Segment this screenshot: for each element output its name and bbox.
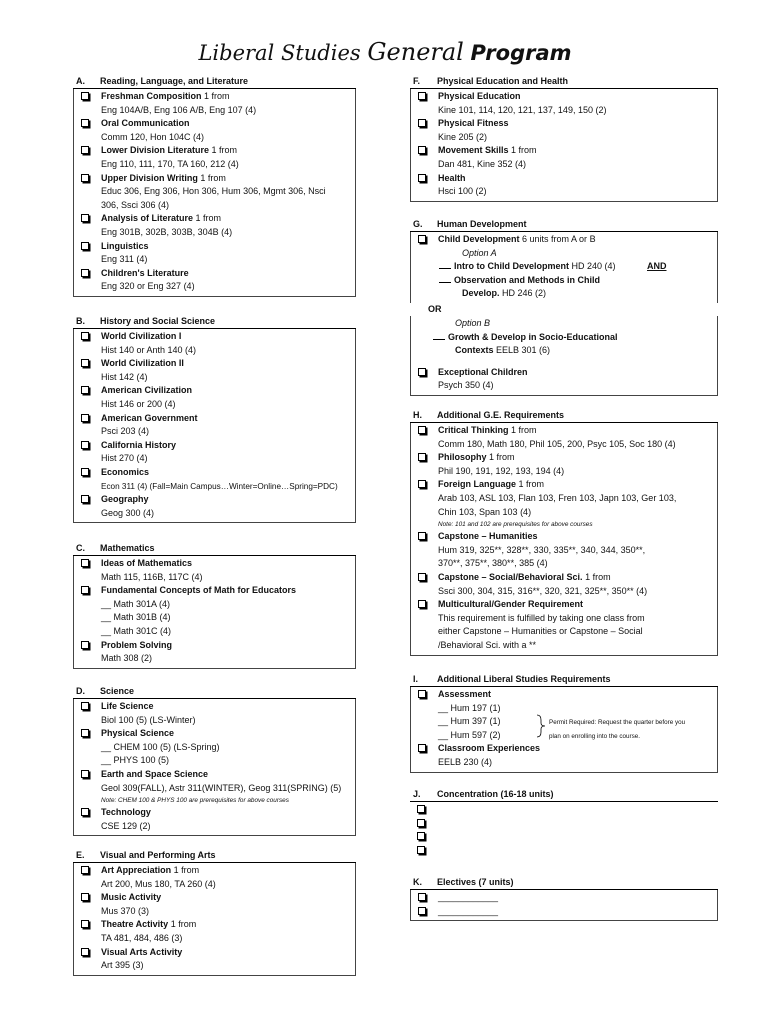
classroom-item <box>411 742 717 756</box>
item-name: Children's Literature <box>101 267 189 278</box>
item-detail: Art 200, Mus 180, TA 260 (4) <box>101 878 216 889</box>
hum-597-label: __ Hum 597 (2) <box>438 729 501 740</box>
section-f-items <box>410 89 718 202</box>
item-name: Economics <box>101 466 150 477</box>
item-suffix: 1 from <box>197 172 226 183</box>
course-item <box>74 768 355 782</box>
item-detail: Econ 311 (4) (Fall=Main Campus…Winter=Online…Spring=PDC) <box>101 481 338 491</box>
hum-397-label: __ Hum 397 (1) <box>438 716 501 727</box>
section-title: Concentration (16-18 units) <box>437 789 554 799</box>
item-suffix: 6 units from A <box>519 234 577 244</box>
section-h-note: Note: 101 and 102 are prerequisites for above courses <box>438 521 593 529</box>
item-detail: Eng 301B, 302B, 303B, 304B (4) <box>101 226 233 237</box>
item-code: HD 246 (2) <box>499 288 547 299</box>
section-letter: E. <box>76 850 85 860</box>
section-i <box>410 672 718 773</box>
course-item <box>74 212 355 226</box>
course-item <box>74 864 355 878</box>
section-j <box>410 787 718 859</box>
course-item <box>74 727 355 741</box>
item-detail: Eng 110, 111, 170, TA 160, 212 (4) <box>101 158 239 169</box>
item-name: World Civilization I <box>101 331 182 341</box>
section-d-note: Note: CHEM 100 & PHYS 100 are prerequisites for above courses <box>101 797 289 805</box>
permit-note-1: Permit Required: Request the quarter before you <box>549 719 686 727</box>
checkbox[interactable] <box>418 426 426 434</box>
item-name: California History <box>101 439 177 450</box>
checkbox[interactable] <box>81 386 89 394</box>
item-name: Growth & Develop in Socio-Educational <box>448 331 618 342</box>
checkbox[interactable] <box>81 920 89 928</box>
course-item <box>74 412 355 426</box>
section-title: Additional G.E. Requirements <box>437 410 565 420</box>
section-g-option-b <box>410 316 718 396</box>
checkbox[interactable] <box>417 846 425 854</box>
item-detail: Hist 270 (4) <box>101 453 148 464</box>
item-detail: Ssci 300, 304, 315, 316**, 320, 321, 325**, 350** (4) <box>438 585 648 596</box>
item-detail: CSE 129 (2) <box>101 820 151 831</box>
option-b-label: Option B <box>455 317 491 328</box>
section-g <box>410 217 718 396</box>
item-detail: Comm 120, Hon 104C (4) <box>101 131 205 142</box>
checkbox[interactable] <box>418 893 426 901</box>
item-name-cont: Develop. <box>462 288 500 299</box>
checkbox[interactable] <box>418 600 426 608</box>
section-title: Electives (7 units) <box>437 877 514 887</box>
item-detail: Psci 203 (4) <box>101 426 150 437</box>
item-name: Problem Solving <box>101 639 173 650</box>
check-blank[interactable] <box>433 331 445 340</box>
checkbox[interactable] <box>418 480 426 488</box>
title-part-3: Program <box>470 41 572 65</box>
checkbox[interactable] <box>418 907 426 915</box>
checkbox[interactable] <box>81 332 89 340</box>
item-detail: __ Math 301B (4) <box>101 612 171 623</box>
item-detail: Hsci 100 (2) <box>438 186 487 197</box>
course-item <box>74 330 355 344</box>
course-item <box>74 172 355 186</box>
checkbox[interactable] <box>81 893 89 901</box>
item-detail: __ CHEM 100 (5) (LS-Spring) <box>101 741 220 752</box>
concentration-checkbox-row <box>410 803 718 817</box>
item-detail: TA 481, 484, 486 (3) <box>101 932 183 943</box>
section-title: Mathematics <box>100 543 155 553</box>
elective-blank[interactable]: ____________ <box>438 892 499 902</box>
checkbox[interactable] <box>418 368 426 376</box>
course-item <box>411 598 717 612</box>
section-letter: H. <box>413 410 422 420</box>
checkbox[interactable] <box>81 441 89 449</box>
item-name: Intro to Child Development <box>454 261 570 272</box>
section-k-items <box>410 890 718 921</box>
item-suffix: 1 from <box>516 479 545 490</box>
item-name: Observation and Methods in Child <box>454 274 601 285</box>
item-name: Physical Education <box>438 91 521 101</box>
check-blank[interactable] <box>439 274 451 283</box>
section-f-header <box>410 74 718 89</box>
section-letter: G. <box>413 219 423 229</box>
checkbox[interactable] <box>417 832 425 840</box>
elective-blank[interactable]: ____________ <box>438 905 499 916</box>
check-blank[interactable] <box>439 260 451 269</box>
course-item <box>74 439 355 453</box>
item-detail: 370**, 375**, 380**, 385 (4) <box>438 558 548 569</box>
checkbox[interactable] <box>418 573 426 581</box>
course-item <box>74 557 355 571</box>
item-name: Ideas of Mathematics <box>101 558 193 568</box>
growth-develop-item-cont <box>411 344 717 358</box>
section-g-items <box>410 232 718 303</box>
checkbox[interactable] <box>81 948 89 956</box>
item-code: EELB 301 (6) <box>493 345 551 356</box>
item-detail: Kine 101, 114, 120, 121, 137, 149, 150 (2) <box>438 104 607 115</box>
item-detail: Eng 104A/B, Eng 106 A/B, Eng 107 (4) <box>101 104 257 115</box>
item-detail: __ Math 301C (4) <box>101 625 172 636</box>
item-detail: Educ 306, Eng 306, Hon 306, Hum 306, Mgmt 306, Nsci <box>101 186 326 197</box>
item-name: Art Appreciation <box>101 865 172 875</box>
item-name: Classroom Experiences <box>438 743 541 754</box>
section-h <box>410 408 718 656</box>
item-name: Capstone – Humanities <box>438 531 538 542</box>
item-code: HD 240 (4) <box>569 261 616 272</box>
item-detail: Arab 103, ASL 103, Flan 103, Fren 103, Japn 103, Ger 103, <box>438 492 677 503</box>
item-detail: either Capstone – Humanities or Capstone – Social <box>438 626 643 637</box>
checkbox[interactable] <box>418 744 426 752</box>
section-letter: K. <box>413 877 422 887</box>
section-k <box>410 875 718 921</box>
section-letter: D. <box>76 686 85 696</box>
item-detail: This requirement is fulfilled by taking one class from <box>438 612 645 623</box>
course-item <box>411 478 717 492</box>
item-detail: Eng 311 (4) <box>101 254 148 265</box>
item-name: Assessment <box>438 689 492 699</box>
section-h-list-bottom <box>411 530 717 652</box>
item-detail: Hist 146 or 200 (4) <box>101 398 176 409</box>
section-c-items <box>73 556 356 669</box>
checkbox[interactable] <box>81 119 89 127</box>
checkbox[interactable] <box>81 214 89 222</box>
checkbox[interactable] <box>81 770 89 778</box>
item-name: Oral Communication <box>101 118 190 129</box>
concentration-checkbox-row <box>410 817 718 831</box>
item-or: or <box>576 234 590 244</box>
checkbox[interactable] <box>81 242 89 250</box>
checkbox[interactable] <box>81 866 89 874</box>
course-item <box>74 240 355 254</box>
course-item <box>74 584 355 598</box>
checkbox[interactable] <box>81 495 89 503</box>
checkbox[interactable] <box>81 92 89 100</box>
item-name: Capstone – Social/Behavioral Sci. <box>438 571 583 582</box>
item-name: Life Science <box>101 701 154 711</box>
course-item <box>74 891 355 905</box>
checkbox[interactable] <box>418 174 426 182</box>
section-i-items <box>410 687 718 773</box>
option-a-label: Option A <box>462 247 497 258</box>
section-c <box>73 541 356 669</box>
item-detail: Art 395 (3) <box>101 960 144 971</box>
checkbox[interactable] <box>81 414 89 422</box>
course-item <box>74 267 355 281</box>
elective-line <box>411 905 717 919</box>
item-detail: Mus 370 (3) <box>101 905 150 916</box>
item-suffix: 1 from <box>171 865 200 875</box>
section-title: History and Social Science <box>100 316 216 326</box>
item-name: Lower Division Literature <box>101 145 210 156</box>
item-detail: Phil 190, 191, 192, 193, 194 (4) <box>438 465 565 476</box>
item-detail: Hist 142 (4) <box>101 371 148 382</box>
item-detail: Chin 103, Span 103 (4) <box>438 506 532 517</box>
section-e-header <box>73 848 356 863</box>
observation-item-cont <box>411 287 717 301</box>
item-detail: __ PHYS 100 (5) <box>101 755 170 766</box>
checkbox[interactable] <box>81 586 89 594</box>
section-h-header <box>410 408 718 423</box>
course-item <box>411 530 717 544</box>
and-label: AND <box>647 261 667 272</box>
section-a-items <box>73 89 356 297</box>
course-item <box>74 806 355 820</box>
title-part-1: Liberal Studies <box>198 41 361 65</box>
item-name: Movement Skills <box>438 145 509 156</box>
section-letter: B. <box>76 316 85 326</box>
item-detail: Comm 180, Math 180, Phil 105, 200, Psyc 105, Soc 180 (4) <box>438 438 676 449</box>
concentration-checkbox-row <box>410 844 718 858</box>
item-name: Physical Fitness <box>438 118 509 129</box>
checkbox[interactable] <box>81 174 89 182</box>
section-f <box>410 74 718 202</box>
section-letter: C. <box>76 543 85 553</box>
course-item <box>411 90 717 104</box>
course-item <box>411 451 717 465</box>
item-name: Philosophy <box>438 452 487 463</box>
section-a <box>73 74 356 297</box>
checkbox[interactable] <box>418 453 426 461</box>
section-e <box>73 848 356 976</box>
item-suffix: 1 from <box>508 425 537 435</box>
section-letter: I. <box>413 674 419 684</box>
course-item <box>74 357 355 371</box>
checkbox[interactable] <box>81 146 89 154</box>
checkbox[interactable] <box>418 235 426 243</box>
section-title: Physical Education and Health <box>437 76 569 86</box>
checkbox[interactable] <box>81 702 89 710</box>
section-h-items <box>410 423 718 656</box>
section-title: Visual and Performing Arts <box>100 850 216 860</box>
section-title: Science <box>100 686 135 696</box>
item-detail: Geog 300 (4) <box>101 507 155 518</box>
growth-develop-item <box>411 331 717 345</box>
item-name: Exceptional Children <box>438 366 528 377</box>
item-b: B <box>589 234 596 244</box>
course-item <box>74 639 355 653</box>
page-title <box>0 38 770 66</box>
item-suffix: 1 from <box>168 919 197 930</box>
course-item <box>74 918 355 932</box>
section-j-header <box>410 787 718 802</box>
section-b-header <box>73 314 356 329</box>
course-item <box>74 466 355 480</box>
item-name: Freshman Composition <box>101 91 202 101</box>
item-detail: __ Math 301A (4) <box>101 598 171 609</box>
section-d-list-top <box>74 700 355 795</box>
item-name: Geography <box>101 494 149 505</box>
item-detail: Geol 309(FALL), Astr 311(WINTER), Geog 311(SPRING) (5) <box>101 782 342 793</box>
section-b-items <box>73 329 356 523</box>
section-title: Human Development <box>437 219 527 229</box>
course-item <box>411 571 717 585</box>
item-name: Linguistics <box>101 240 149 251</box>
section-d-items <box>73 699 356 836</box>
course-item <box>74 144 355 158</box>
section-letter: A. <box>76 76 85 86</box>
section-c-header <box>73 541 356 556</box>
intro-child-dev-item <box>411 260 717 274</box>
item-name: Critical Thinking <box>438 425 509 435</box>
item-name: Earth and Space Science <box>101 768 209 779</box>
item-detail: 306, Ssci 306 (4) <box>101 199 170 210</box>
item-detail: Math 115, 116B, 117C (4) <box>101 571 203 582</box>
item-name: Multicultural/Gender Requirement <box>438 599 584 610</box>
section-title: Reading, Language, and Literature <box>100 76 249 86</box>
section-letter: F. <box>413 76 421 86</box>
item-name: Child Development <box>438 234 520 244</box>
item-detail: Math 308 (2) <box>101 653 153 664</box>
item-name: Analysis of Literature <box>101 213 194 224</box>
child-development-item <box>411 233 717 247</box>
item-name: Visual Arts Activity <box>101 946 183 957</box>
course-item <box>74 117 355 131</box>
or-label: OR <box>428 303 442 314</box>
checkbox[interactable] <box>81 808 89 816</box>
section-a-header <box>73 74 356 89</box>
item-name: Fundamental Concepts of Math for Educators <box>101 585 297 596</box>
title-part-2: General <box>367 38 464 66</box>
checkbox[interactable] <box>81 359 89 367</box>
section-i-header <box>410 672 718 687</box>
item-suffix: 1 from <box>582 571 611 582</box>
checkbox[interactable] <box>418 119 426 127</box>
item-detail: Biol 100 (5) (LS-Winter) <box>101 714 196 725</box>
item-suffix: 1 from <box>201 91 230 101</box>
section-title: Additional Liberal Studies Requirements <box>437 674 611 684</box>
checkbox[interactable] <box>417 805 425 813</box>
hum-197-line: __ Hum 197 (1) <box>438 702 501 713</box>
item-name: Foreign Language <box>438 479 517 490</box>
item-suffix: 1 from <box>209 145 238 156</box>
item-name: American Government <box>101 412 198 423</box>
item-name: Technology <box>101 807 151 818</box>
section-d-header <box>73 684 356 699</box>
section-k-header <box>410 875 718 890</box>
elective-line <box>411 891 717 905</box>
item-detail: Kine 205 (2) <box>438 131 488 142</box>
section-h-list-top <box>411 424 717 519</box>
item-name: Upper Division Writing <box>101 172 198 183</box>
course-item <box>74 90 355 104</box>
course-item <box>74 946 355 960</box>
permit-note-2: plan on enrolling into the course. <box>549 732 641 740</box>
item-detail: Dan 481, Kine 352 (4) <box>438 158 527 169</box>
item-name-cont: Contexts <box>455 345 494 356</box>
checkbox[interactable] <box>418 92 426 100</box>
item-suffix: 1 from <box>193 213 222 224</box>
item-name: Theatre Activity <box>101 919 169 930</box>
section-d-list-bottom <box>74 806 355 833</box>
item-detail: Eng 320 or Eng 327 (4) <box>101 281 195 292</box>
course-item <box>411 144 717 158</box>
checkbox[interactable] <box>81 641 89 649</box>
item-detail: Hum 319, 325**, 328**, 330, 335**, 340, 344, 350**, <box>438 544 646 555</box>
course-item <box>74 384 355 398</box>
checkbox[interactable] <box>418 690 426 698</box>
item-name: World Civilization II <box>101 358 184 369</box>
item-suffix: 1 from <box>508 145 537 156</box>
course-item <box>74 493 355 507</box>
item-suffix: 1 from <box>486 452 515 463</box>
checkbox[interactable] <box>418 532 426 540</box>
checkbox[interactable] <box>417 819 425 827</box>
course-item <box>411 424 717 438</box>
concentration-checkbox-row <box>410 830 718 844</box>
observation-item <box>411 274 717 288</box>
item-detail: Psych 350 (4) <box>438 380 494 391</box>
section-letter: J. <box>413 789 421 799</box>
checkbox[interactable] <box>418 146 426 154</box>
section-j-items <box>410 802 718 859</box>
section-d <box>73 684 356 836</box>
item-name: Music Activity <box>101 892 162 903</box>
course-item <box>411 117 717 131</box>
exceptional-children-item <box>411 366 717 380</box>
section-b <box>73 314 356 523</box>
brace-icon <box>536 714 546 738</box>
item-detail: EELB 230 (4) <box>438 756 493 767</box>
checkbox[interactable] <box>81 559 89 567</box>
hum-597-line <box>411 729 717 743</box>
section-e-items <box>73 863 356 976</box>
item-detail: Hist 140 or Anth 140 (4) <box>101 344 197 355</box>
item-detail: /Behavioral Sci. with a ** <box>438 639 537 650</box>
assessment-item <box>411 688 717 702</box>
checkbox[interactable] <box>81 269 89 277</box>
item-name: Health <box>438 172 466 183</box>
checkbox[interactable] <box>81 729 89 737</box>
item-name: Physical Science <box>101 728 175 739</box>
course-item <box>411 172 717 186</box>
item-name: American Civilization <box>101 385 193 396</box>
checkbox[interactable] <box>81 468 89 476</box>
course-item <box>74 700 355 714</box>
section-g-header <box>410 217 718 232</box>
hum-397-line <box>411 715 717 729</box>
